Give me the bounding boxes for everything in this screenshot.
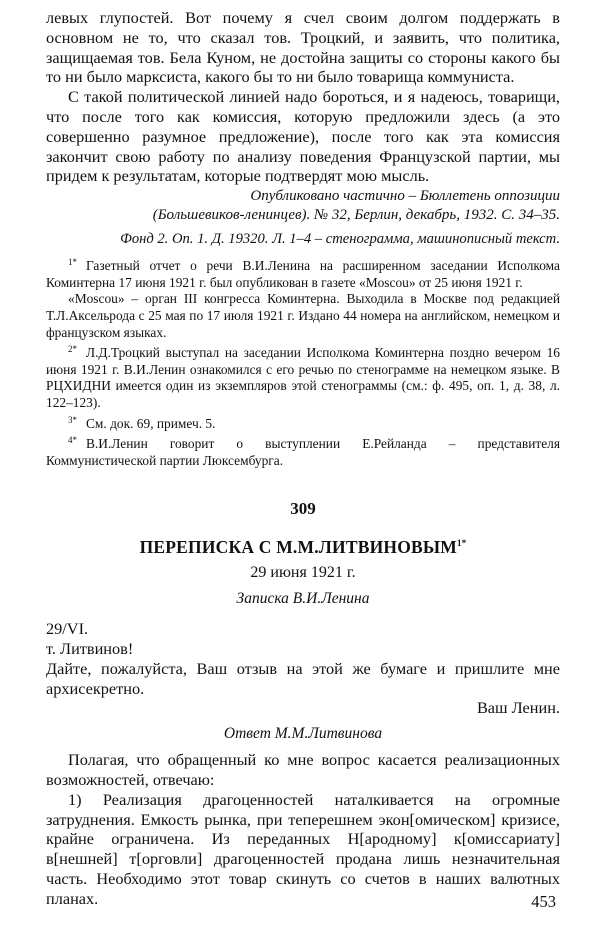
footnote-mark: 2* — [68, 344, 77, 355]
reply-paragraph-2: 1) Реализация драгоценностей наталкивается на огромные затруднения. Емкость рынка, при теперешнем экон[омическом] кризисе, крайне ограничена. Из переданных Н[ародному] к[омиссариату] в[нешней] т[орговли] драгоценностей продана лишь незначительная часть. Необходимо этот товар скинуть со счетов в наших валютных планах. — [46, 789, 560, 908]
footnote-1 — [46, 254, 560, 291]
note-body: Дайте, пожалуйста, Ваш отзыв на этой же бумаге и пришлите мне архисекретно. — [46, 658, 560, 698]
publication-note — [46, 187, 560, 224]
footnote-text: Газетный отчет о речи В.И.Ленина на расширенном заседании Исполкома Коминтерна 17 июня 1921 г. был опубликован в газете «Moscou» от 25 июня 1921 г. — [46, 258, 560, 290]
footnote-mark: 4* — [68, 435, 77, 446]
footnote-text: Л.Д.Троцкий выступал на заседании Исполкома Коминтерна поздно вечером 16 июня 1921 г. В.И.Ленин ознакомился с его речью по стенограмме на немецком языке. В РЦХИДНИ имеется один из экземпляров этой стенограммы (см.: ф. 495, оп. 1, д. 38, л. 122–123). — [46, 345, 560, 410]
footnote-mark: 3* — [68, 414, 77, 425]
note-salutation: т. Литвинов! — [46, 639, 134, 659]
footnote-text: «Moscou» – орган III конгресса Коминтерна. Выходила в Москве под редакцией Т.Л.Аксельрода с 25 мая по 17 июля 1921 г. Издано 44 номера на английском, немецком и французском языках. — [46, 291, 560, 340]
footnote-text: См. док. 69, примеч. 5. — [86, 415, 216, 431]
footnote-3 — [46, 412, 560, 433]
page-number: 453 — [531, 892, 556, 911]
archive-reference: Фонд 2. Оп. 1. Д. 19320. Л. 1–4 – стенограмма, машинописный текст. — [120, 231, 560, 248]
footnote-2 — [46, 341, 560, 411]
document-title-text: ПЕРЕПИСКА С М.М.ЛИТВИНОВЫМ — [139, 537, 457, 558]
title-footnote-ref: 1* — [457, 538, 467, 549]
note-signature: Ваш Ленин. — [476, 698, 560, 718]
page-content — [46, 8, 560, 909]
footnote-1-continuation — [46, 291, 560, 341]
footnote-text: В.И.Ленин говорит о выступлении Е.Рейланда – представителя Коммунистической партии Люксембурга. — [46, 436, 560, 468]
lenin-note-heading: Записка В.И.Ленина — [236, 590, 370, 608]
speech-paragraph-2: С такой политической линией надо бороться, и я надеюсь, товарищи, что после того как комиссия, которую предложили здесь (а это совершенно разумное предложение), после того как эта комиссия закончит свою работу по анализу поведения Французской партии, мы придем к результатам, которые подтвердят мою мысль. — [46, 87, 560, 186]
document-title — [46, 536, 560, 558]
footnote-4 — [46, 432, 560, 469]
speech-paragraph-1: левых глупостей. Вот почему я счел своим долгом поддержать в основном не то, что сказал тов. Троцкий, и заявить, что политика, защищаемая тов. Бела Куном, не достойна защиты со стороны какого бы то ни было марксиста, какого бы то ни было товарища коммуниста. — [46, 8, 560, 87]
publication-note-line-2: (Большевиков-ленинцев). № 32, Берлин, декабрь, 1932. С. 34–35. — [152, 206, 560, 223]
document-date: 29 июня 1921 г. — [250, 564, 356, 582]
document-number: 309 — [290, 499, 316, 519]
publication-note-line-1: Опубликовано частично – Бюллетень оппозиции — [250, 188, 560, 205]
reply-paragraph-1: Полагая, что обращенный ко мне вопрос касается реализационных возможностей, отвечаю: — [46, 750, 560, 790]
footnotes — [46, 254, 560, 469]
footnote-mark: 1* — [68, 257, 77, 268]
note-date: 29/VI. — [46, 619, 89, 639]
litvinov-reply-heading: Ответ М.М.Литвинова — [223, 725, 383, 743]
